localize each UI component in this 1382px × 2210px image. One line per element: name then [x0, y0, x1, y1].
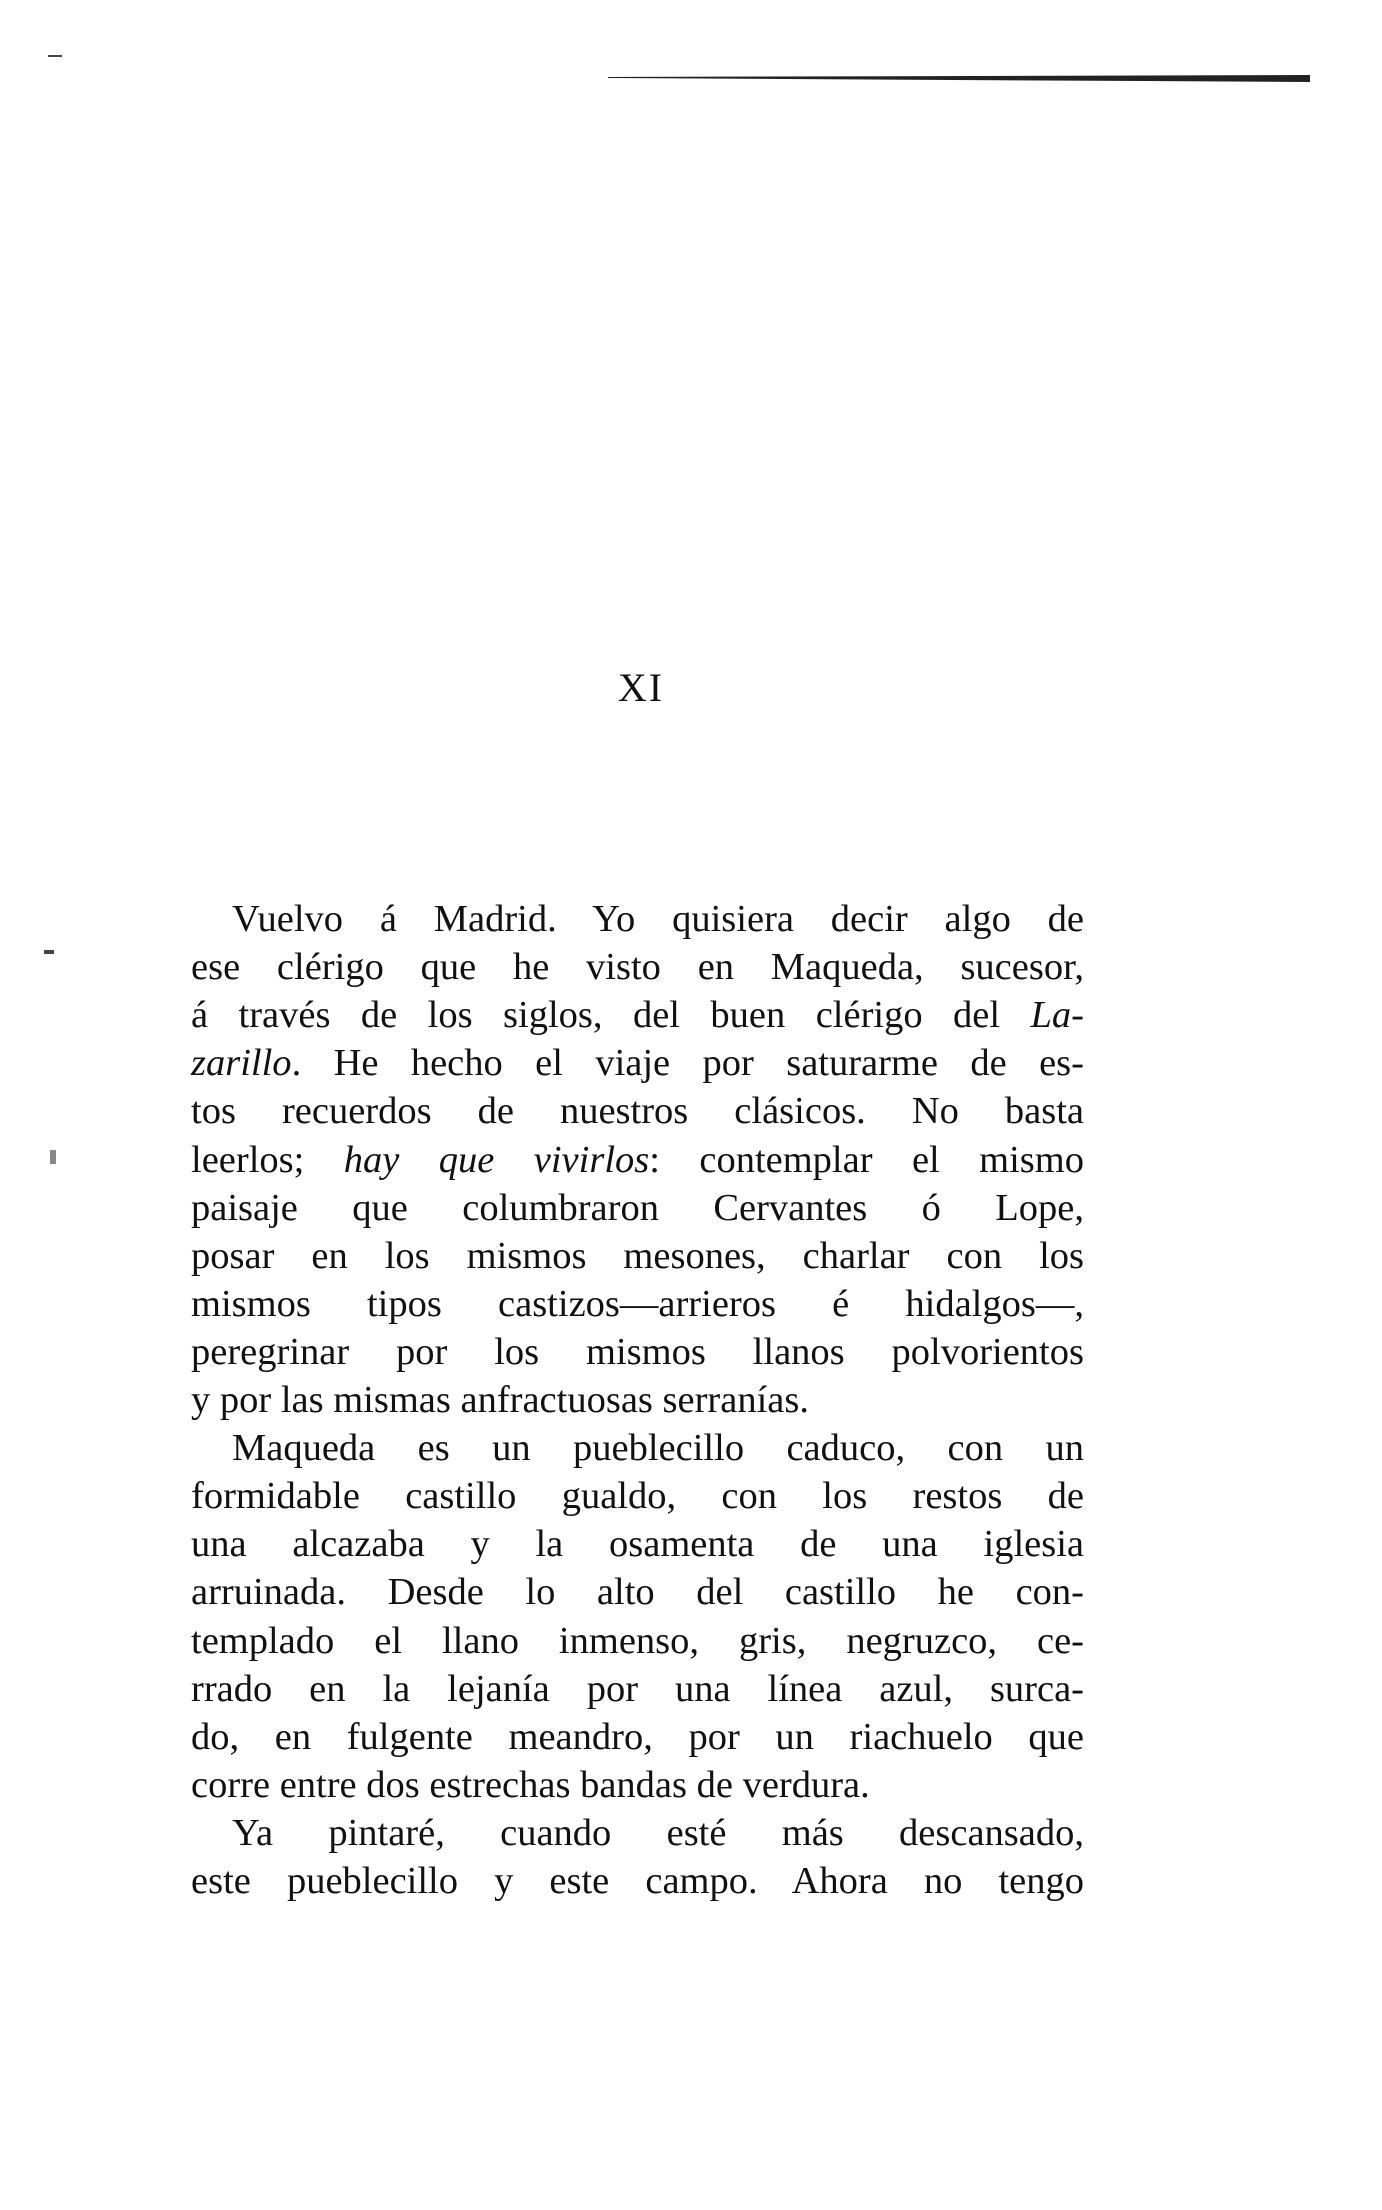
text-line	[191, 1665, 1084, 1713]
text-line	[232, 895, 1084, 943]
text-segment: do, en fulgente meandro, por un riachuelo que	[191, 1715, 1084, 1758]
scan-mark	[48, 55, 62, 57]
italic-text: zarillo	[191, 1042, 292, 1085]
text-line	[232, 1809, 1084, 1857]
text-line	[232, 1424, 1084, 1472]
text-segment: y por las mismas anfractuosas serranías.	[191, 1379, 809, 1421]
text-segment: leerlos;	[191, 1138, 344, 1181]
text-segment: ese clérigo que he visto en Maqueda, sucesor,	[191, 946, 1084, 989]
text-line	[191, 991, 1084, 1039]
text-line	[191, 1617, 1084, 1665]
text-line	[191, 1087, 1084, 1135]
text-line	[191, 1472, 1084, 1520]
text-segment: Ya pintaré, cuando esté más descansado,	[232, 1811, 1084, 1854]
text-line	[191, 1136, 1084, 1184]
text-segment: corre entre dos estrechas bandas de verdura.	[191, 1763, 870, 1806]
text-segment: peregrinar por los mismos llanos polvorientos	[191, 1330, 1084, 1373]
text-line	[191, 1713, 1084, 1761]
text-line	[191, 1039, 1084, 1087]
text-segment: este pueblecillo y este campo. Ahora no tengo	[191, 1860, 1084, 1902]
text-line	[191, 1232, 1084, 1280]
text-line	[191, 1761, 1084, 1809]
italic-text: hay que vivirlos	[343, 1138, 650, 1181]
italic-text: La-	[1030, 994, 1084, 1037]
text-segment: rrado en la lejanía por una línea azul, surca-	[191, 1667, 1084, 1710]
text-line	[191, 1376, 1084, 1424]
text-segment: posar en los mismos mesones, charlar con los	[191, 1234, 1084, 1277]
text-segment: paisaje que columbraron Cervantes ó Lope,	[191, 1186, 1084, 1229]
text-line	[191, 1280, 1084, 1328]
text-segment: . He hecho el viaje por saturarme de es-	[291, 1042, 1084, 1085]
text-segment: formidable castillo gualdo, con los restos de	[191, 1475, 1084, 1518]
text-line	[191, 1328, 1084, 1376]
text-segment: Maqueda es un pueblecillo caduco, con un	[232, 1427, 1084, 1470]
scan-mark	[44, 950, 54, 954]
text-segment: mismos tipos castizos—arrieros é hidalgos—,	[191, 1282, 1084, 1325]
text-segment: templado el llano inmenso, gris, negruzco, ce-	[191, 1619, 1084, 1662]
text-line	[191, 1520, 1084, 1568]
text-line	[191, 943, 1084, 991]
top-rule	[608, 72, 1310, 84]
chapter-title: XI	[617, 665, 665, 710]
text-segment: á través de los siglos, del buen clérigo del	[191, 994, 1031, 1037]
text-segment: : contemplar el mismo	[649, 1138, 1084, 1181]
text-segment: tos recuerdos de nuestros clásicos. No basta	[191, 1090, 1084, 1133]
text-line	[191, 1857, 1084, 1905]
text-line	[191, 1568, 1084, 1616]
scan-mark	[50, 1150, 56, 1164]
text-segment: arruinada. Desde lo alto del castillo he con-	[191, 1571, 1084, 1614]
text-line	[191, 1184, 1084, 1232]
text-segment: Vuelvo á Madrid. Yo quisiera decir algo de	[232, 898, 1084, 940]
text-segment: una alcazaba y la osamenta de una iglesia	[191, 1523, 1084, 1566]
